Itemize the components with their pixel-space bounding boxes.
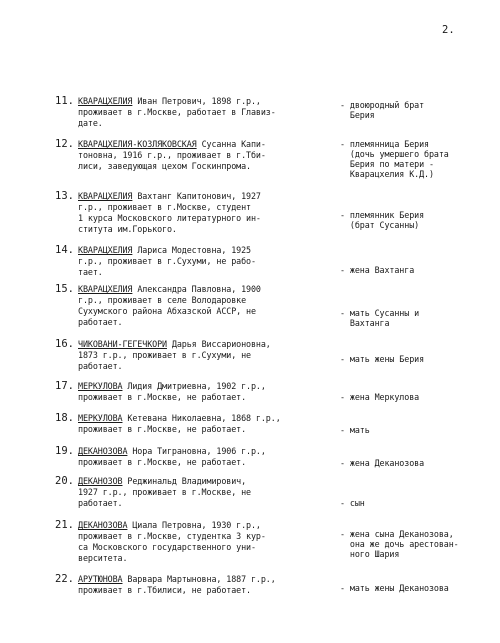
entry-text: Лидия Дмитриевна, 1902 г.р., проживает в г.Москве, не работает. bbox=[78, 381, 266, 402]
entry-relation: - двоюродный брат Берия bbox=[340, 100, 425, 120]
entry-number: 14. bbox=[55, 244, 74, 256]
entry-text: Сусанна Капи- тоновна, 1916 г.р., проживает в г.Тби- лиси, заведующая цехом Госкинпрома. bbox=[78, 139, 266, 171]
entry-text: Лариса Модестовна, 1925 г.р., проживает в г.Сухуми, не рабо- тает. bbox=[78, 245, 256, 277]
entry-number: 12. bbox=[55, 138, 74, 150]
entry-description bbox=[78, 96, 336, 129]
entry-number: 20. bbox=[55, 475, 74, 487]
entry-description bbox=[78, 191, 336, 235]
entry-surname: КВАРАЦХЕЛИЯ bbox=[78, 245, 133, 255]
entry-relation: - жена Деканозова bbox=[340, 458, 425, 468]
entry-description bbox=[78, 446, 336, 468]
entry-relation: - мать Сусанны и Вахтанга bbox=[340, 308, 420, 328]
entry-number: 15. bbox=[55, 283, 74, 295]
entry-surname: ДЕКАНОЗОВА bbox=[78, 520, 128, 530]
entry-description bbox=[78, 413, 336, 435]
entry-text: Нора Тиграновна, 1906 г.р., проживает в г.Москве, не работает. bbox=[78, 446, 266, 467]
entry-relation: - жена Меркулова bbox=[340, 392, 420, 402]
entry-text: Вахтанг Капитонович, 1927 г.р., проживает в г.Москве, студент 1 курса Московского литературного ин- ститута им.Горького. bbox=[78, 191, 261, 234]
entry-relation: - племянник Берия (брат Сусанны) bbox=[340, 210, 425, 230]
entry-description bbox=[78, 574, 336, 596]
entry-surname: МЕРКУЛОВА bbox=[78, 413, 123, 423]
entry-number: 19. bbox=[55, 445, 74, 457]
entry-relation: - мать bbox=[340, 425, 370, 435]
entry-description bbox=[78, 520, 336, 564]
entry-surname: КВАРАЦХЕЛИЯ bbox=[78, 96, 133, 106]
entry-relation: - жена Вахтанга bbox=[340, 265, 415, 275]
entry-number: 16. bbox=[55, 338, 74, 350]
page-number: 2. bbox=[442, 24, 455, 36]
entry-description bbox=[78, 284, 336, 328]
entry-number: 17. bbox=[55, 380, 74, 392]
entry-relation: - мать жены Деканозова bbox=[340, 583, 449, 593]
entry-text: Иван Петрович, 1898 г.р., проживает в г.Москве, работает в Главиз- дате. bbox=[78, 96, 276, 128]
entry-description bbox=[78, 339, 336, 372]
entry-relation: - сын bbox=[340, 498, 365, 508]
entry-surname: МЕРКУЛОВА bbox=[78, 381, 123, 391]
entry-relation: - племянница Берия (дочь умершего брата Берия по матери - Кварацхелия К.Д.) bbox=[340, 139, 449, 179]
entry-surname: ЧИКОВАНИ-ГЕГЕЧКОРИ bbox=[78, 339, 167, 349]
entry-description bbox=[78, 381, 336, 403]
entry-relation: - мать жены Берия bbox=[340, 354, 425, 364]
entry-text: Дарья Виссарионовна, 1873 г.р., проживает в г.Сухуми, не работает. bbox=[78, 339, 271, 371]
entry-text: Кетевана Николаевна, 1868 г.р., проживает в г.Москве, не работает. bbox=[78, 413, 281, 434]
entry-surname: ДЕКАНОЗОВ bbox=[78, 476, 123, 486]
entry-relation: - жена сына Деканозова, она же дочь арестован- ного Шария bbox=[340, 529, 459, 559]
entry-number: 21. bbox=[55, 519, 74, 531]
entry-description bbox=[78, 476, 336, 509]
entry-text: Варвара Мартыновна, 1887 г.р., проживает в г.Тбилиси, не работает. bbox=[78, 574, 276, 595]
entry-number: 22. bbox=[55, 573, 74, 585]
entry-text: Циала Петровна, 1930 г.р., проживает в г.Москве, студентка 3 кур- са Московского государственного уни- верситета. bbox=[78, 520, 266, 563]
entry-surname: КВАРАЦХЕЛИЯ bbox=[78, 284, 133, 294]
entry-description bbox=[78, 139, 336, 172]
entry-text: Реджинальд Владимирович, 1927 г.р., проживает в г.Москве, не работает. bbox=[78, 476, 251, 508]
entry-description bbox=[78, 245, 336, 278]
entry-number: 13. bbox=[55, 190, 74, 202]
entry-surname: АРУТЮНОВА bbox=[78, 574, 123, 584]
entry-surname: КВАРАЦХЕЛИЯ-КОЗЛЯКОВСКАЯ bbox=[78, 139, 197, 149]
entry-text: Александра Павловна, 1900 г.р., проживает в селе Володаровке Сухумского района Абхазской АССР, не работает. bbox=[78, 284, 261, 327]
entry-surname: КВАРАЦХЕЛИЯ bbox=[78, 191, 133, 201]
entry-number: 11. bbox=[55, 95, 74, 107]
entry-number: 18. bbox=[55, 412, 74, 424]
entry-surname: ДЕКАНОЗОВА bbox=[78, 446, 128, 456]
